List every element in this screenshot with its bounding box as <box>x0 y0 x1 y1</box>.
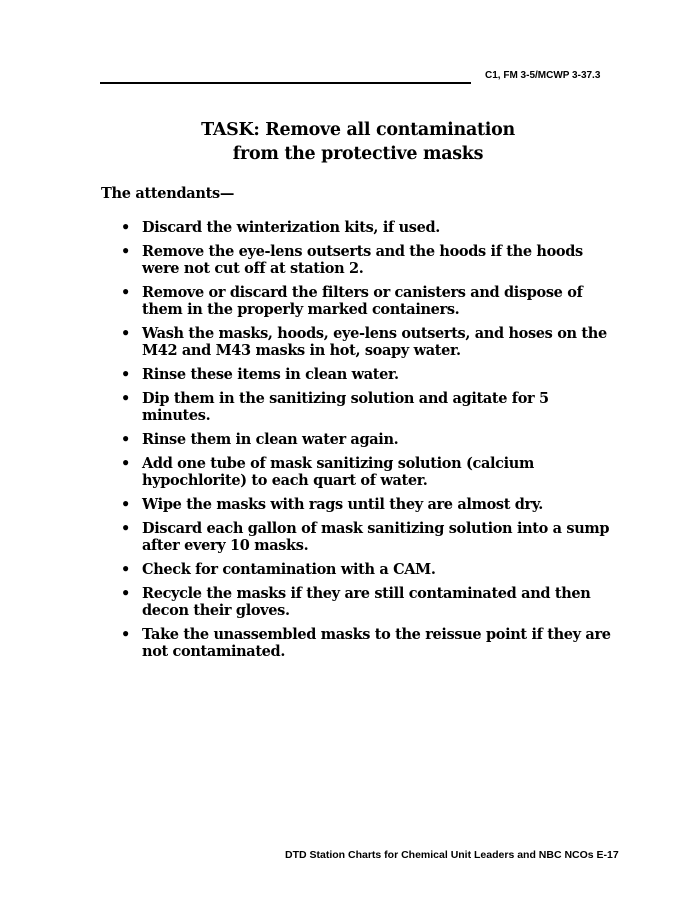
list-item <box>121 496 621 513</box>
bullet-icon: • <box>121 520 130 537</box>
step-text: Remove the eye-lens outserts and the hoods if the hoods were not cut off at station 2. <box>142 243 583 277</box>
list-item <box>121 284 621 318</box>
step-list <box>121 219 621 667</box>
bullet-icon: • <box>121 626 130 643</box>
list-item <box>121 390 621 424</box>
step-text: Add one tube of mask sanitizing solution (calcium hypochlorite) to each quart of water. <box>142 455 534 489</box>
bullet-icon: • <box>121 561 130 578</box>
list-item <box>121 561 621 578</box>
step-text: Discard each gallon of mask sanitizing solution into a sump after every 10 masks. <box>142 520 610 554</box>
step-text: Rinse them in clean water again. <box>142 431 399 448</box>
list-item <box>121 520 621 554</box>
document-reference: C1, FM 3-5/MCWP 3-37.3 <box>485 70 601 81</box>
list-item <box>121 219 621 236</box>
task-title <box>100 118 616 166</box>
list-item <box>121 325 621 359</box>
step-text: Check for contamination with a CAM. <box>142 561 436 578</box>
bullet-icon: • <box>121 325 130 342</box>
step-text: Remove or discard the filters or canisters and dispose of them in the properly marked containers. <box>142 284 583 318</box>
bullet-icon: • <box>121 431 130 448</box>
list-item <box>121 455 621 489</box>
bullet-icon: • <box>121 219 130 236</box>
list-item <box>121 585 621 619</box>
list-item <box>121 366 621 383</box>
list-item <box>121 431 621 448</box>
task-title-line-1: TASK: Remove all contamination <box>201 120 515 140</box>
step-text: Recycle the masks if they are still contaminated and then decon their gloves. <box>142 585 591 619</box>
bullet-icon: • <box>121 496 130 513</box>
step-text: Discard the winterization kits, if used. <box>142 219 440 236</box>
page-footer: DTD Station Charts for Chemical Unit Leaders and NBC NCOs E-17 <box>285 849 619 861</box>
step-text: Take the unassembled masks to the reissue point if they are not contaminated. <box>142 626 611 660</box>
intro-text: The attendants— <box>101 185 235 202</box>
step-text: Dip them in the sanitizing solution and agitate for 5 minutes. <box>142 390 549 424</box>
bullet-icon: • <box>121 455 130 472</box>
list-item <box>121 626 621 660</box>
list-item <box>121 243 621 277</box>
step-text: Wash the masks, hoods, eye-lens outserts, and hoses on the M42 and M43 masks in hot, soapy water. <box>142 325 607 359</box>
bullet-icon: • <box>121 366 130 383</box>
bullet-icon: • <box>121 390 130 407</box>
step-text: Wipe the masks with rags until they are almost dry. <box>142 496 543 513</box>
bullet-icon: • <box>121 585 130 602</box>
bullet-icon: • <box>121 243 130 260</box>
step-text: Rinse these items in clean water. <box>142 366 399 383</box>
bullet-icon: • <box>121 284 130 301</box>
task-title-line-2: from the protective masks <box>232 144 484 164</box>
header-rule <box>100 82 471 84</box>
